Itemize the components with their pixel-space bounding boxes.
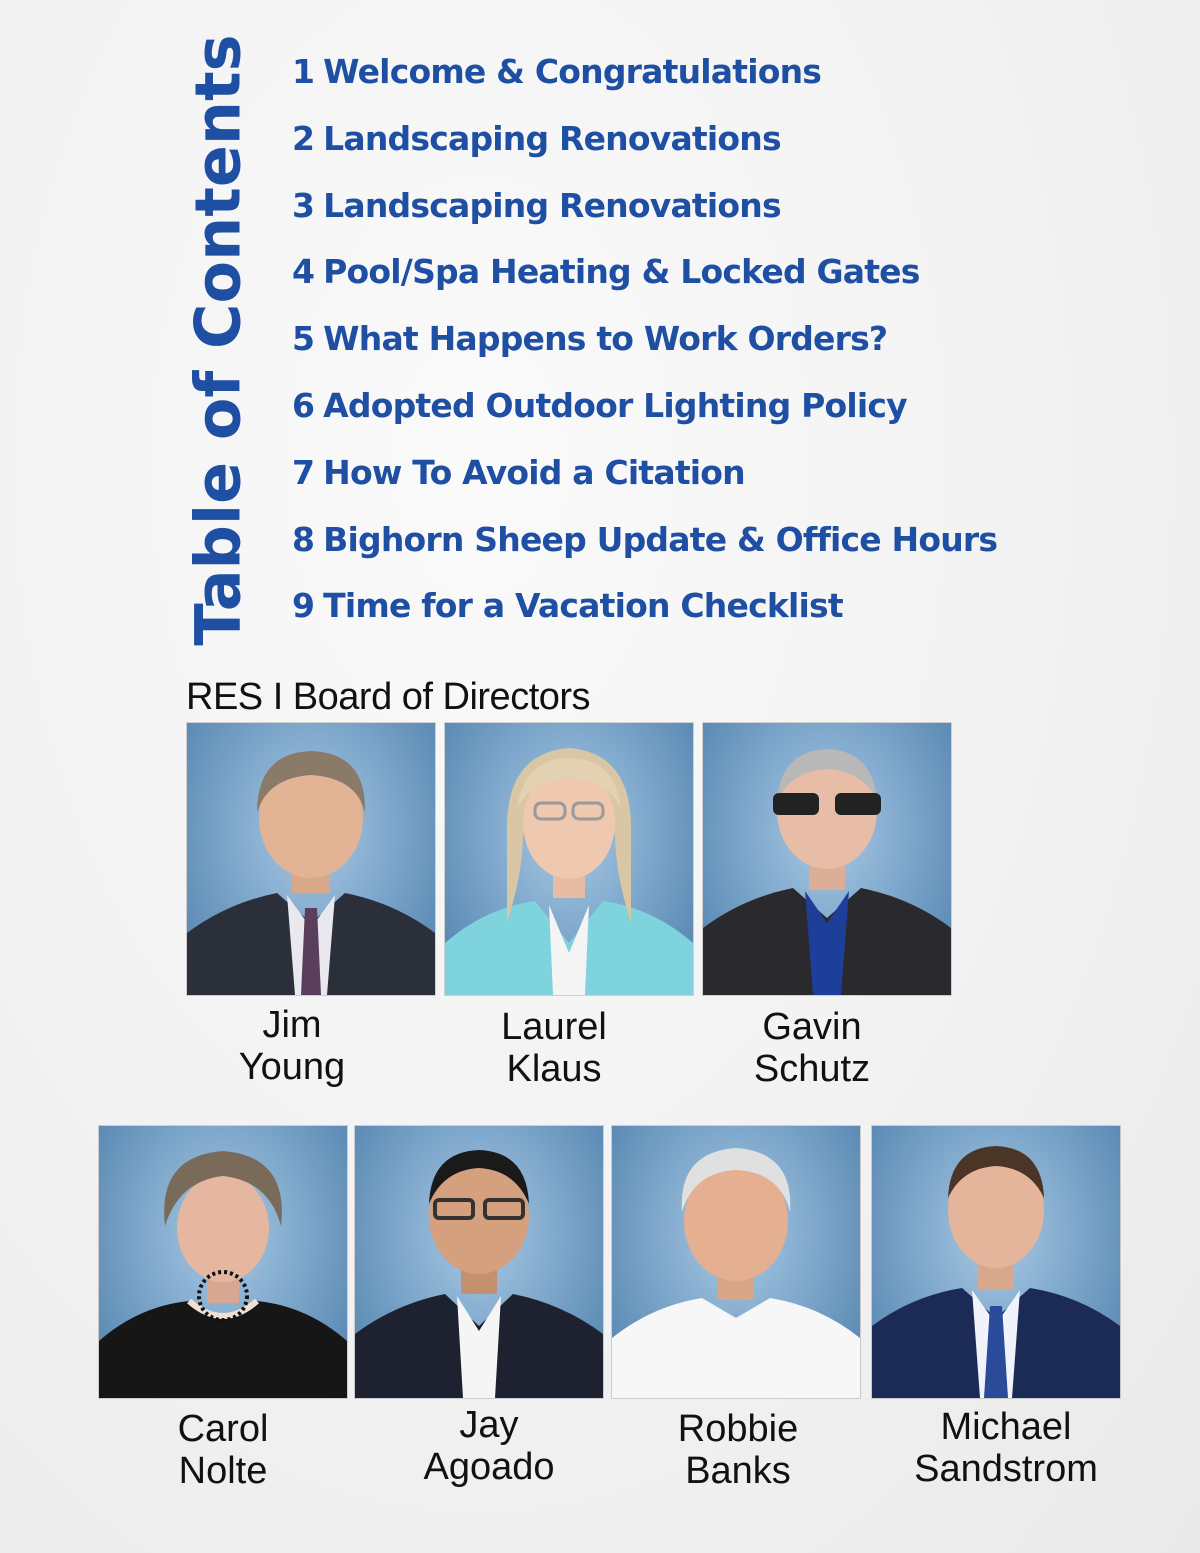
portrait-jim-young — [187, 723, 435, 995]
member-last-name: Sandstrom — [914, 1448, 1098, 1490]
toc-item-number: 7 — [292, 452, 315, 492]
member-name-jay-agoado — [365, 1404, 613, 1488]
toc-item-6[interactable] — [292, 382, 997, 449]
toc-heading — [168, 34, 268, 646]
portrait-jay-agoado — [355, 1126, 603, 1398]
toc-item-3[interactable] — [292, 182, 997, 249]
member-last-name: Young — [238, 1046, 346, 1088]
portrait-michael-sandstrom — [872, 1126, 1120, 1398]
member-first-name: Jim — [262, 1004, 322, 1046]
member-last-name: Schutz — [753, 1048, 871, 1090]
toc-item-label: Pool/Spa Heating & Locked Gates — [323, 252, 920, 292]
member-first-name: Carol — [177, 1408, 269, 1450]
portrait-robbie-banks — [612, 1126, 860, 1398]
toc-item-2[interactable] — [292, 115, 997, 182]
member-first-name: Gavin — [762, 1006, 862, 1048]
toc-item-label: Time for a Vacation Checklist — [323, 586, 843, 626]
toc-item-number: 2 — [292, 118, 315, 158]
toc-item-8[interactable] — [292, 516, 997, 583]
member-last-name: Klaus — [506, 1048, 602, 1090]
toc-item-label: Bighorn Sheep Update & Office Hours — [323, 519, 998, 559]
toc-item-label: How To Avoid a Citation — [323, 452, 745, 492]
toc-item-number: 6 — [292, 385, 315, 425]
toc-item-number: 9 — [292, 586, 315, 626]
member-name-jim-young — [168, 1004, 416, 1088]
toc-item-9[interactable] — [292, 582, 997, 649]
toc-item-label: Adopted Outdoor Lighting Policy — [323, 385, 907, 425]
toc-item-4[interactable] — [292, 248, 997, 315]
board-title: RES I Board of Directors — [186, 676, 591, 718]
toc-item-number: 3 — [292, 185, 315, 225]
member-last-name: Nolte — [178, 1450, 268, 1492]
toc-item-label: Landscaping Renovations — [323, 118, 781, 158]
toc-item-label: Welcome & Congratulations — [323, 52, 822, 91]
portrait-gavin-schutz — [703, 723, 951, 995]
member-last-name: Banks — [685, 1450, 791, 1492]
toc-item-number: 1 — [292, 52, 315, 91]
toc-heading-text: Table of Contents — [181, 34, 255, 646]
portrait-carol-nolte — [99, 1126, 347, 1398]
portrait-laurel-klaus — [445, 723, 693, 995]
member-name-michael-sandstrom — [882, 1406, 1130, 1490]
member-first-name: Jay — [459, 1404, 519, 1446]
member-name-robbie-banks — [614, 1408, 862, 1492]
toc-item-label: What Happens to Work Orders? — [323, 319, 888, 359]
toc-item-5[interactable] — [292, 315, 997, 382]
toc-item-number: 8 — [292, 519, 315, 559]
toc-item-label: Landscaping Renovations — [323, 185, 781, 225]
member-first-name: Michael — [940, 1406, 1072, 1448]
member-last-name: Agoado — [423, 1446, 555, 1488]
member-name-carol-nolte — [99, 1408, 347, 1492]
toc-item-number: 4 — [292, 252, 315, 292]
member-name-laurel-klaus — [430, 1006, 678, 1090]
toc-item-7[interactable] — [292, 449, 997, 516]
toc-item-number: 5 — [292, 319, 315, 359]
member-name-gavin-schutz — [688, 1006, 936, 1090]
member-first-name: Robbie — [677, 1408, 799, 1450]
toc-list — [292, 48, 997, 649]
toc-item-1[interactable] — [292, 48, 997, 115]
member-first-name: Laurel — [501, 1006, 607, 1048]
